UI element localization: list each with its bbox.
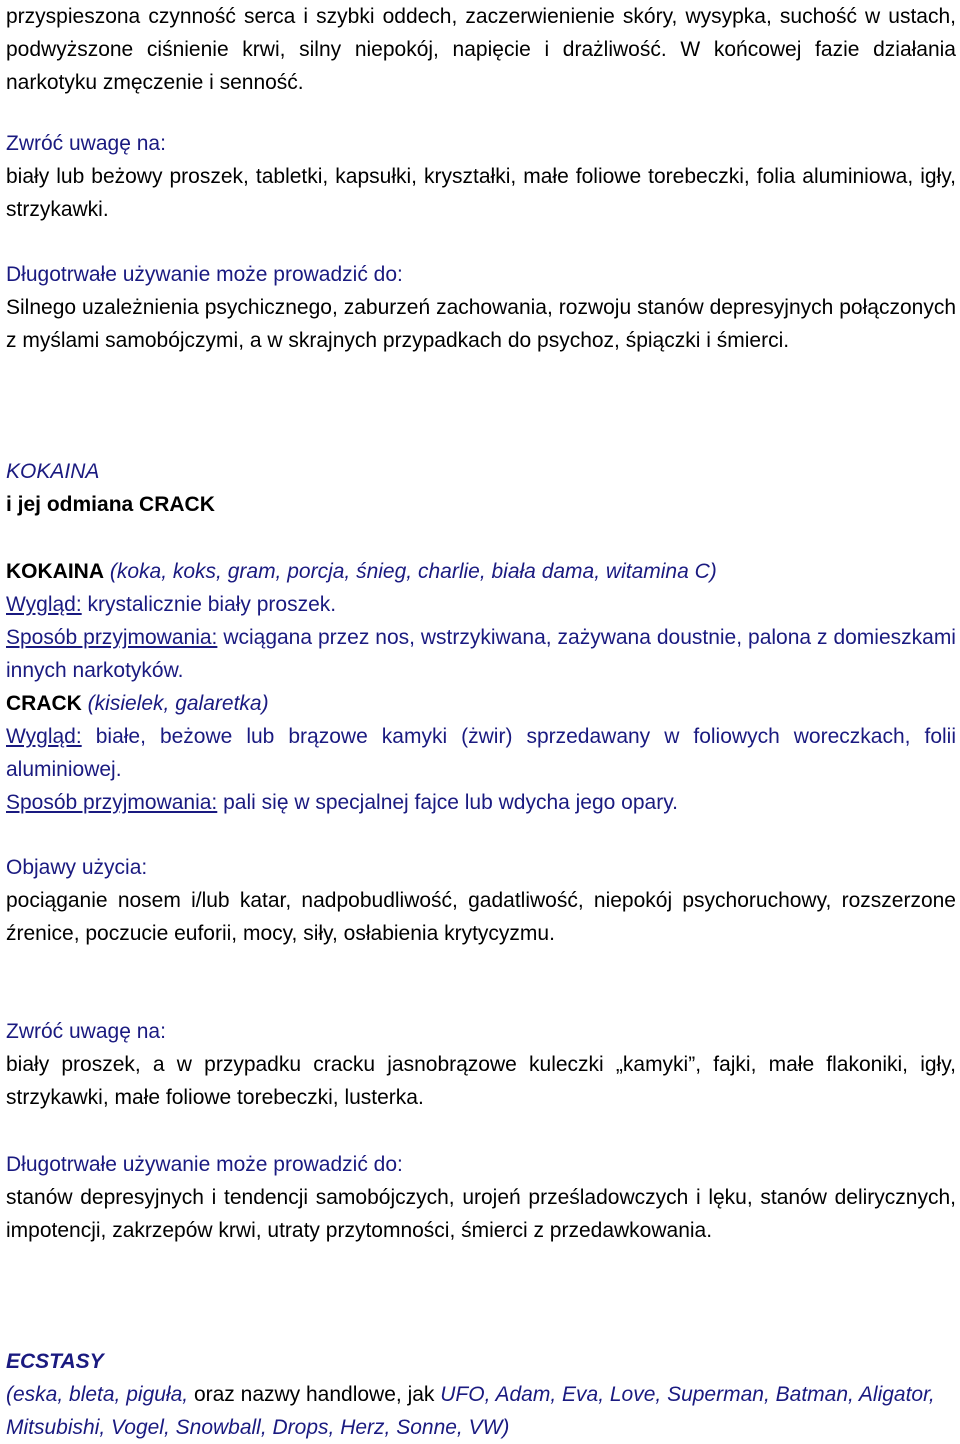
cocaine-title: KOKAINA [6, 460, 100, 483]
longterm-heading-1: Długotrwałe używanie może prowadzić do: [6, 263, 403, 286]
attention-text-1: biały lub beżowy proszek, tabletki, kapsułki, kryształki, małe foliowe torebeczki, folia aluminiowa, igły, strzykawki. [6, 165, 956, 221]
crack-aliases: (kisielek, galaretka) [87, 692, 269, 715]
cocaine-method-text: wciągana przez nos, wstrzykiwana, zażywana doustnie, palona z domieszkami innych narkotyków. [6, 626, 956, 682]
longterm-text-2: stanów depresyjnych i tendencji samobójczych, urojeń prześladowczych i lęku, stanów delirycznych, impotencji, zakrzepów krwi, utraty przytomności, śmierci z przedawkowania. [6, 1186, 956, 1242]
attention-text-2: biały proszek, a w przypadku cracku jasnobrązowe kuleczki „kamyki”, fajki, małe flakoniki, igły, strzykawki, małe foliowe torebeczki, lusterka. [6, 1053, 956, 1109]
cocaine-name: KOKAINA [6, 560, 104, 583]
attention-heading-2: Zwróć uwagę na: [6, 1020, 166, 1043]
ecstasy-section [6, 1345, 956, 1444]
cocaine-method-label: Sposób przyjmowania: [6, 626, 218, 649]
crack-method-label: Sposób przyjmowania: [6, 791, 218, 814]
attention-heading-1: Zwróć uwagę na: [6, 132, 166, 155]
crack-method-text: pali się w specjalnej fajce lub wdycha jego opary. [223, 791, 678, 814]
cocaine-aliases: (koka, koks, gram, porcja, śnieg, charlie, biała dama, witamina C) [109, 560, 717, 583]
cocaine-details-section [6, 555, 956, 819]
ecstasy-aliases-open: (eska, bleta, piguła, [6, 1383, 189, 1406]
ecstasy-title: ECSTASY [6, 1350, 104, 1373]
cocaine-look-text: krystalicznie biały proszek. [87, 593, 337, 616]
ecstasy-aliases-mid: oraz nazwy handlowe, jak [193, 1383, 435, 1406]
symptoms-text: pociąganie nosem i/lub katar, nadpobudliwość, gadatliwość, niepokój psychoruchowy, rozszerzone źrenice, poczucie euforii, mocy, siły, osłabienia krytycyzmu. [6, 889, 956, 945]
cocaine-look-label: Wygląd: [6, 593, 82, 616]
cocaine-name-line [6, 555, 956, 588]
crack-look-line [6, 720, 956, 786]
symptoms-section [6, 851, 956, 950]
cocaine-look-line [6, 588, 956, 621]
attention-section-1 [6, 127, 956, 226]
intro-paragraph: przyspieszona czynność serca i szybki oddech, zaczerwienienie skóry, wysypka, suchość w ustach, podwyższone ciśnienie krwi, silny niepokój, napięcie i drażliwość. W końcowej fazie działania narkotyku zmęczenie i senność. [6, 5, 956, 94]
attention-section-2 [6, 1015, 956, 1114]
longterm-section-1 [6, 258, 956, 357]
intro-section [6, 0, 956, 99]
crack-name-line [6, 687, 956, 720]
cocaine-method-line [6, 621, 956, 687]
crack-look-text: białe, beżowe lub brązowe kamyki (żwir) sprzedawany w foliowych woreczkach, folii aluminiowej. [6, 725, 957, 781]
crack-method-line [6, 786, 956, 819]
longterm-text-1: Silnego uzależnienia psychicznego, zaburzeń zachowania, rozwoju stanów depresyjnych połączonych z myślami samobójczymi, a w skrajnych przypadkach do psychoz, śpiączki i śmierci. [6, 296, 956, 352]
cocaine-title-section [6, 455, 956, 521]
longterm-section-2 [6, 1148, 956, 1247]
symptoms-heading: Objawy użycia: [6, 856, 148, 879]
ecstasy-aliases-line [6, 1378, 956, 1444]
crack-look-label: Wygląd: [6, 725, 82, 748]
crack-name: CRACK [6, 692, 82, 715]
ecstasy-brands: UFO, Adam, Eva, Love, Superman, Batman, Aligator, Mitsubishi, Vogel, Snowball, Drops, Herz, Sonne, VW) [6, 1383, 935, 1439]
longterm-heading-2: Długotrwałe używanie może prowadzić do: [6, 1153, 403, 1176]
cocaine-subtitle: i jej odmiana CRACK [6, 493, 215, 516]
